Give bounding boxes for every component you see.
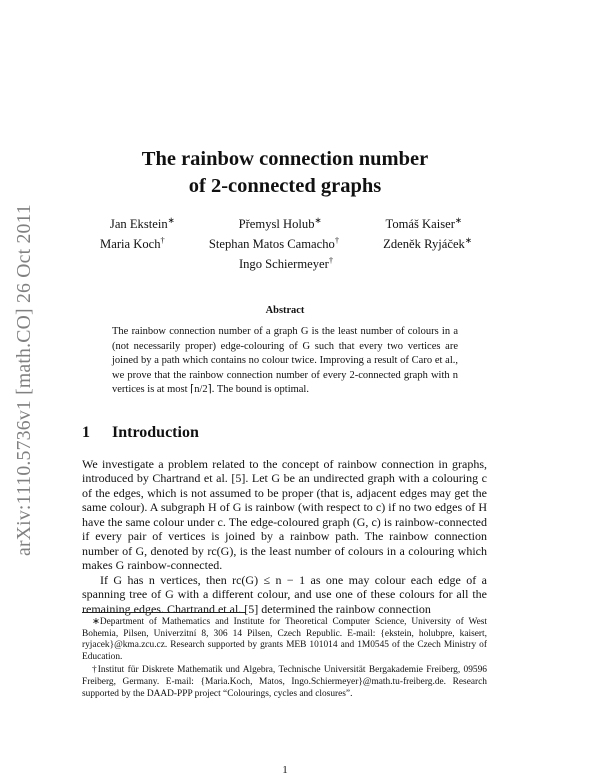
author bbox=[386, 210, 463, 230]
author-name: Maria Koch bbox=[100, 237, 161, 251]
author-name: Tomáš Kaiser bbox=[385, 217, 455, 231]
author-affiliation-mark: ∗ bbox=[314, 215, 322, 225]
paper-title bbox=[80, 146, 490, 200]
author-name: Ingo Schiermeyer bbox=[238, 257, 329, 271]
author-name: Stephan Matos Camacho bbox=[208, 237, 335, 251]
author-list bbox=[78, 210, 494, 270]
author bbox=[100, 230, 165, 250]
arxiv-identifier bbox=[2, 200, 42, 560]
body-text bbox=[82, 457, 487, 616]
author-affiliation-mark: † bbox=[334, 235, 340, 245]
page-number: 1 bbox=[282, 764, 288, 776]
title-line-1: The rainbow connection number bbox=[141, 148, 429, 170]
author-row-3 bbox=[78, 250, 494, 270]
paragraph: If G has n vertices, then rc(G) ≤ n − 1 as one may colour each edge of a spanning tree of G with a different colour, and use one of these colours for all the remaining edges. Chartrand et al. [5] determined the rainbow connection bbox=[82, 572, 487, 616]
author bbox=[239, 210, 322, 230]
author bbox=[383, 230, 472, 250]
abstract-text: The rainbow connection number of a graph G is the least number of colours in a (not necessarily proper) edge-colouring of G such that every two vertices are joined by a path which contains no colour twice. Improving a result of Caro et al., we prove that the rainbow connection number of every 2-connected graph with n vertices is at most ⌈n/2⌉. The bound is optimal. bbox=[112, 326, 458, 396]
author-name: Zdeněk Ryjáček bbox=[383, 237, 465, 251]
author bbox=[110, 210, 175, 230]
title-line-2: of 2-connected graphs bbox=[188, 175, 382, 197]
section-number: 1 bbox=[82, 424, 90, 441]
section-title: Introduction bbox=[112, 424, 199, 441]
section-heading bbox=[82, 424, 199, 442]
footnotes bbox=[82, 617, 487, 700]
author-affiliation-mark: ∗ bbox=[454, 215, 463, 225]
author-affiliation-mark: † bbox=[328, 255, 334, 265]
author-affiliation-mark: † bbox=[160, 235, 165, 245]
author-row-1 bbox=[78, 210, 494, 230]
author-affiliation-mark: ∗ bbox=[167, 215, 175, 225]
author-row-2 bbox=[78, 230, 494, 250]
arxiv-identifier-text: arXiv:1110.5736v1 [math.CO] 26 Oct 2011 bbox=[14, 208, 35, 556]
footnote: †Institut für Diskrete Mathematik und Algebra, Technische Universität Bergakademie Freiberg, 09596 Freiberg, Germany. E-mail: {Maria.Koch, Matos, Ingo.Schiermeyer}@math.tu-freiberg.de. Research supported by the DAAD-PPP project “Colourings, cycles and closures”. bbox=[82, 665, 487, 699]
author-name: Jan Ekstein bbox=[109, 217, 168, 231]
abstract-heading: Abstract bbox=[265, 305, 305, 316]
author bbox=[209, 230, 339, 250]
footnote-divider bbox=[82, 612, 246, 613]
author-name: Přemysl Holub bbox=[238, 217, 315, 231]
author-affiliation-mark: ∗ bbox=[464, 235, 472, 245]
author bbox=[239, 250, 333, 270]
paragraph: We investigate a problem related to the concept of rainbow connection in graphs, introduced by Chartrand et al. [5]. Let G be an undirected graph with a colouring c of the edges, which is not assumed to be proper (that is, adjacent edges may get the same colour). A subgraph H of G is rainbow (with respect to c) if no two edges of H have the same colour under c. The edge-coloured graph (G, c) is rainbow-connected if every pair of vertices is joined by a rainbow path. The rainbow connection number of G, denoted by rc(G), is the least number of colours in a colouring which makes G rainbow-connected. bbox=[82, 457, 487, 573]
footnote: ∗Department of Mathematics and Institute for Theoretical Computer Science, University of West Bohemia, Pilsen, Univerzitní 8, 306 14 Pilsen, Czech Republic. E-mail: {ekstein, holubpre, kaisert, ryjacek}@kma.zcu.cz. Research supported by grants MEB 101014 and 1M0545 of the Czech Ministry of Education. bbox=[82, 617, 487, 662]
arxiv-identifier-graphic bbox=[2, 200, 42, 560]
